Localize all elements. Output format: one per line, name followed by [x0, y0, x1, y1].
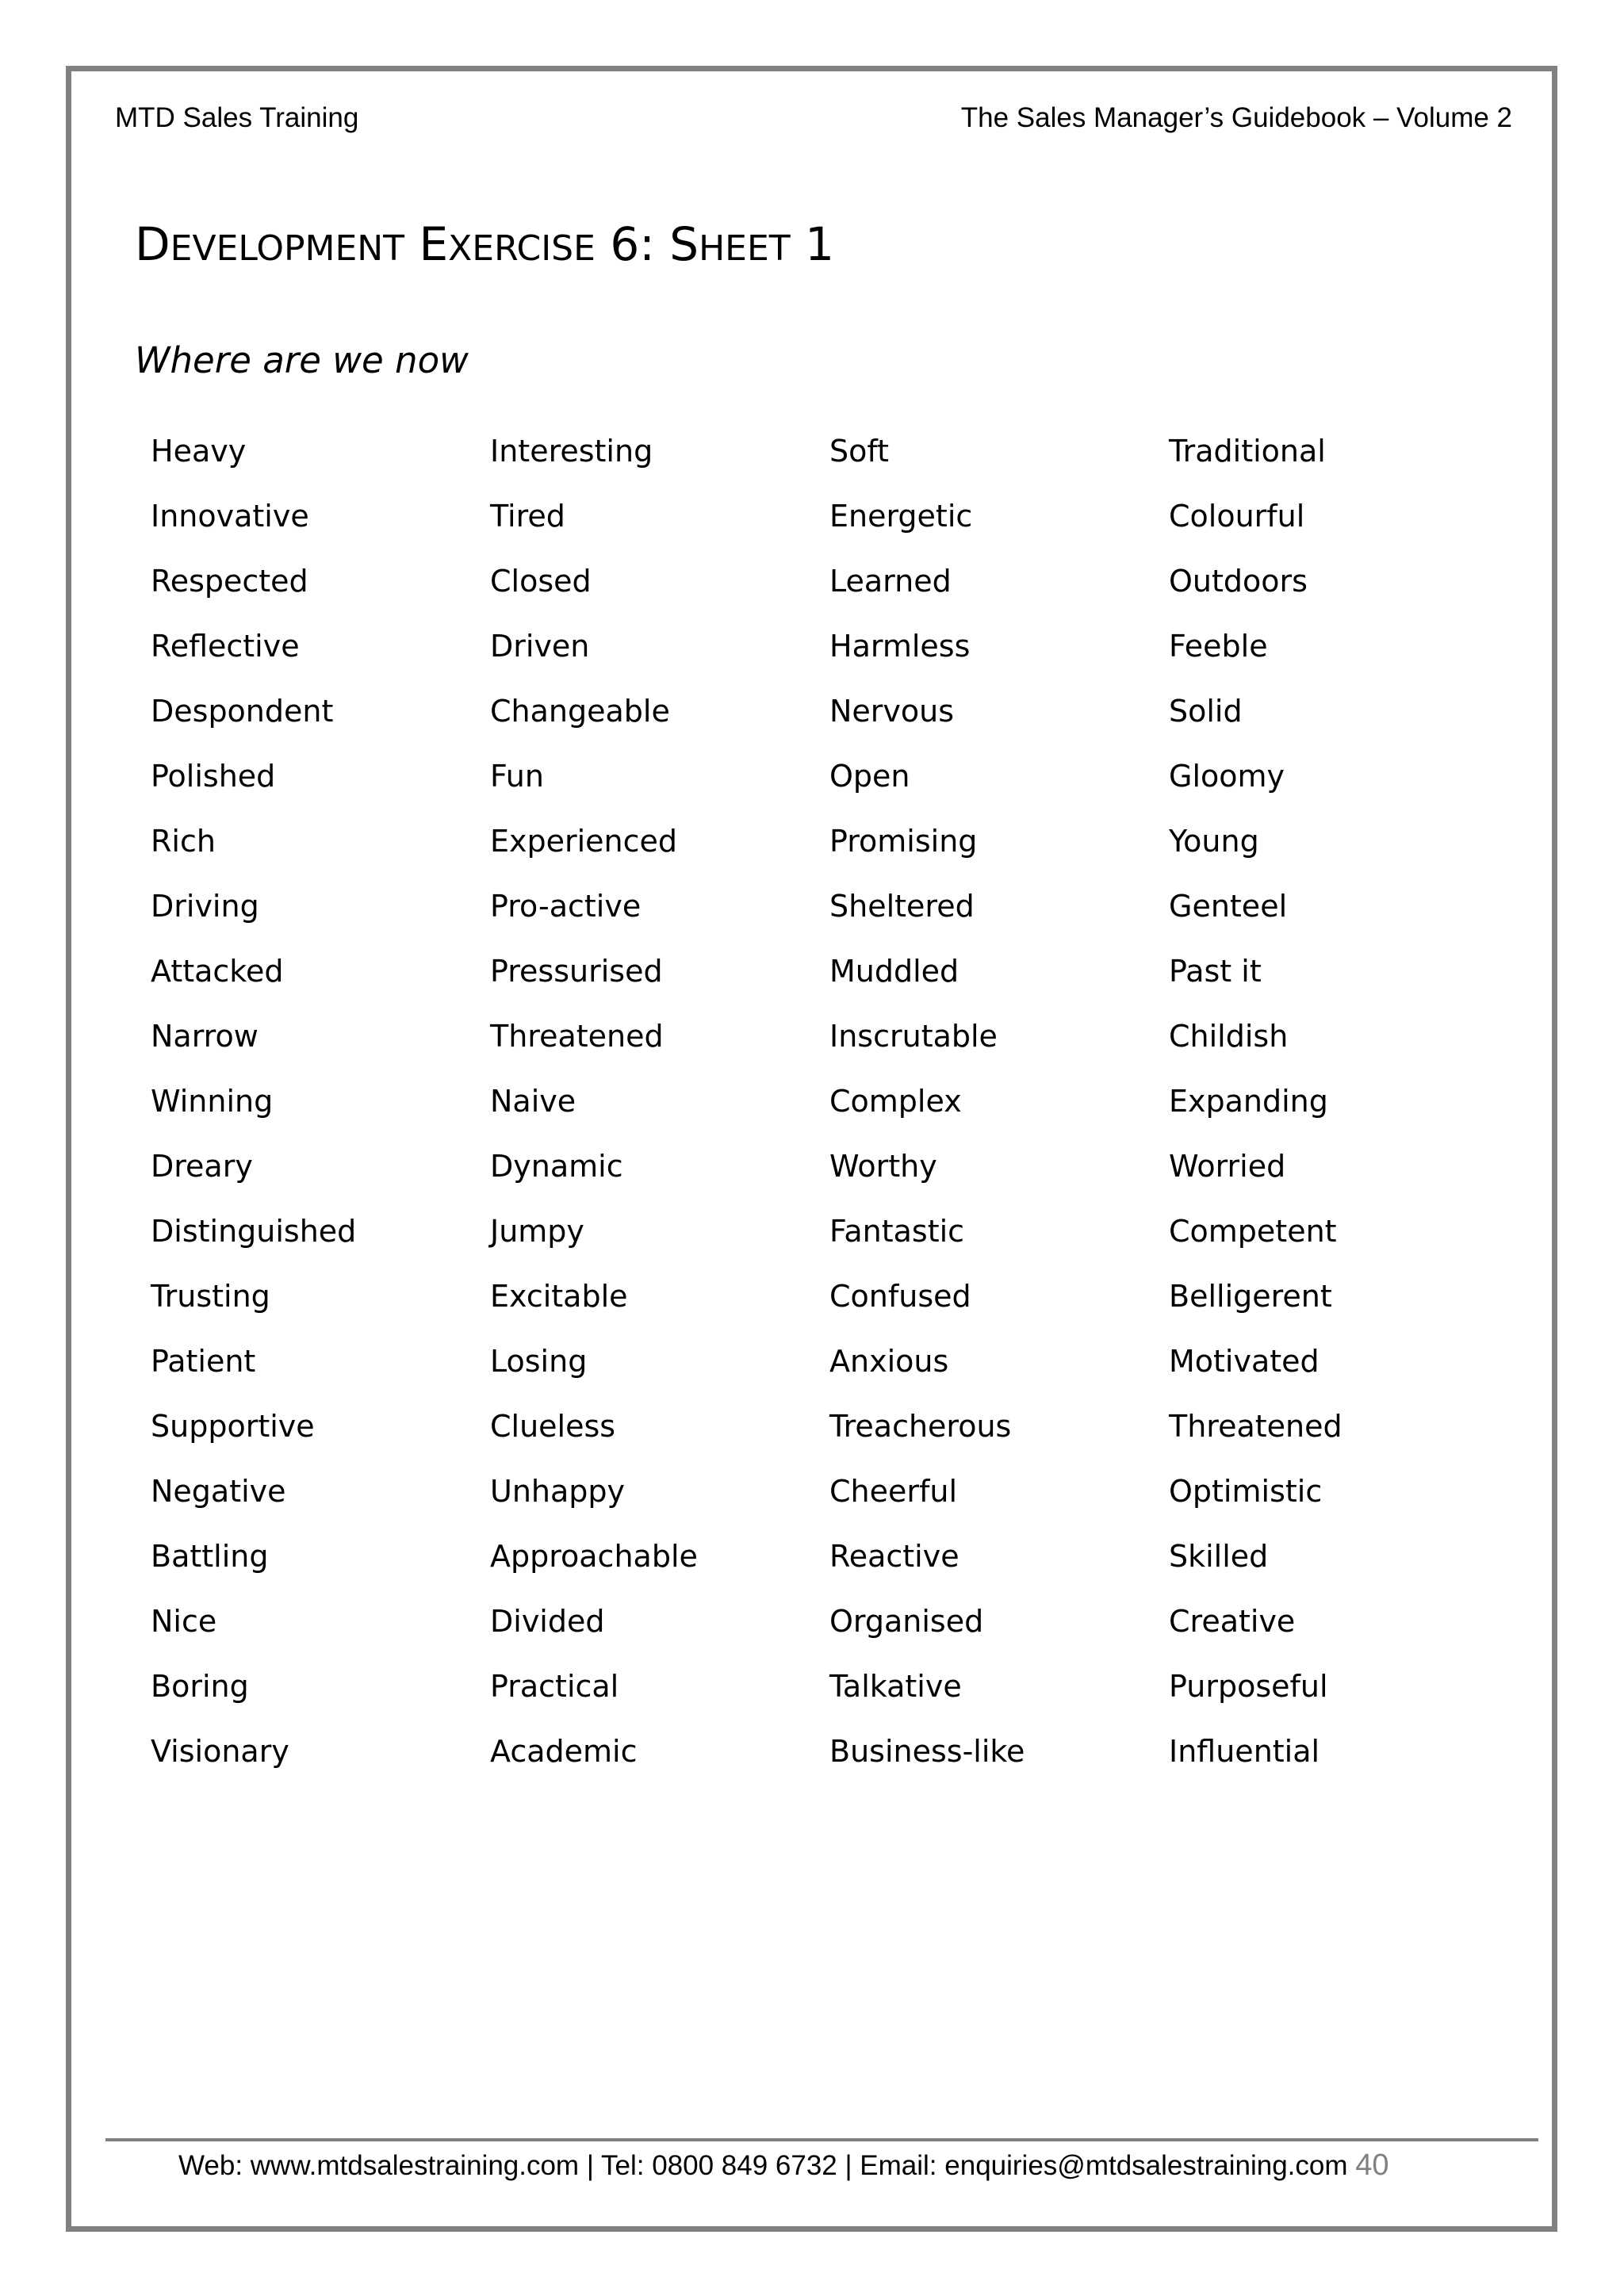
word-item: Closed [490, 564, 592, 599]
title-cap-3: S [669, 217, 699, 271]
word-item: Traditional [1169, 434, 1326, 469]
word-item: Excitable [490, 1279, 628, 1314]
word-item: Motivated [1169, 1344, 1320, 1379]
word-item: Driven [490, 629, 590, 664]
word-item: Divided [490, 1604, 605, 1639]
word-item: Energetic [829, 499, 973, 534]
word-item: Pressurised [490, 954, 663, 989]
word-item: Business-like [829, 1734, 1025, 1769]
word-item: Attacked [151, 954, 284, 989]
word-item: Reactive [829, 1539, 959, 1574]
word-item: Worried [1169, 1149, 1286, 1184]
word-item: Losing [490, 1344, 588, 1379]
word-item: Trusting [151, 1279, 270, 1314]
word-item: Heavy [151, 434, 247, 469]
word-item: Past it [1169, 954, 1262, 989]
word-item: Polished [151, 759, 276, 794]
word-item: Winning [151, 1084, 274, 1119]
word-item: Clueless [490, 1409, 616, 1444]
word-item: Negative [151, 1474, 286, 1509]
word-item: Expanding [1169, 1084, 1328, 1119]
title-number: 6: [610, 217, 655, 271]
word-item: Experienced [490, 824, 678, 859]
title-rest-3: HEET [699, 228, 791, 269]
word-item: Practical [490, 1669, 619, 1704]
word-item: Childish [1169, 1019, 1289, 1054]
word-item: Purposeful [1169, 1669, 1328, 1704]
page-number: 40 [1355, 2149, 1389, 2182]
word-item: Reflective [151, 629, 300, 664]
word-item: Muddled [829, 954, 959, 989]
word-item: Boring [151, 1669, 249, 1704]
word-item: Worthy [829, 1149, 937, 1184]
word-item: Outdoors [1169, 564, 1308, 599]
word-item: Fun [490, 759, 544, 794]
word-item: Rich [151, 824, 216, 859]
word-item: Organised [829, 1604, 984, 1639]
word-item: Complex [829, 1084, 962, 1119]
word-grid [151, 423, 1515, 1789]
word-item: Inscrutable [829, 1019, 998, 1054]
page-title [135, 212, 834, 281]
word-item: Despondent [151, 694, 334, 729]
word-item: Confused [829, 1279, 971, 1314]
word-item: Changeable [490, 694, 670, 729]
word-item: Competent [1169, 1214, 1337, 1249]
word-item: Feeble [1169, 629, 1268, 664]
word-item: Colourful [1169, 499, 1305, 534]
word-item: Belligerent [1169, 1279, 1332, 1314]
word-item: Respected [151, 564, 308, 599]
word-item: Nervous [829, 694, 955, 729]
page-footer [178, 2143, 1389, 2188]
title-rest-2: XERCISE [448, 228, 596, 269]
word-item: Open [829, 759, 910, 794]
word-item: Gloomy [1169, 759, 1285, 794]
word-item: Unhappy [490, 1474, 625, 1509]
word-item: Driving [151, 889, 259, 924]
word-item: Innovative [151, 499, 309, 534]
word-item: Treacherous [829, 1409, 1012, 1444]
title-rest-1: EVELOPMENT [170, 228, 405, 269]
word-item: Influential [1169, 1734, 1320, 1769]
title-cap-1: D [135, 217, 170, 271]
footer-divider [105, 2138, 1538, 2141]
word-item: Battling [151, 1539, 269, 1574]
word-item: Naive [490, 1084, 576, 1119]
word-item: Cheerful [829, 1474, 958, 1509]
word-item: Interesting [490, 434, 653, 469]
word-item: Threatened [1169, 1409, 1342, 1444]
word-item: Promising [829, 824, 978, 859]
word-item: Solid [1169, 694, 1243, 729]
word-item: Threatened [490, 1019, 664, 1054]
title-sheet-number: 1 [805, 217, 834, 271]
word-item: Young [1169, 824, 1259, 859]
word-item: Creative [1169, 1604, 1296, 1639]
header-left-text: MTD Sales Training [115, 102, 359, 133]
word-item: Learned [829, 564, 952, 599]
word-item: Anxious [829, 1344, 949, 1379]
section-subtitle: Where are we now [135, 339, 469, 381]
word-item: Pro-active [490, 889, 642, 924]
word-item: Visionary [151, 1734, 289, 1769]
word-item: Dreary [151, 1149, 253, 1184]
word-item: Tired [490, 499, 565, 534]
word-item: Fantastic [829, 1214, 965, 1249]
word-item: Sheltered [829, 889, 975, 924]
footer-contact-text: Web: www.mtdsalestraining.com | Tel: 0800 849 6732 | Email: enquiries@mtdsalestraining.com [178, 2150, 1348, 2181]
word-item: Optimistic [1169, 1474, 1323, 1509]
word-item: Dynamic [490, 1149, 623, 1184]
word-item: Academic [490, 1734, 638, 1769]
word-item: Nice [151, 1604, 217, 1639]
word-item: Narrow [151, 1019, 259, 1054]
word-item: Supportive [151, 1409, 315, 1444]
word-item: Approachable [490, 1539, 698, 1574]
word-item: Jumpy [490, 1214, 584, 1249]
word-item: Patient [151, 1344, 256, 1379]
word-item: Talkative [829, 1669, 962, 1704]
word-item: Genteel [1169, 889, 1288, 924]
header-right-text: The Sales Manager’s Guidebook – Volume 2 [960, 102, 1512, 133]
word-item: Distinguished [151, 1214, 357, 1249]
word-item: Skilled [1169, 1539, 1269, 1574]
word-item: Soft [829, 434, 889, 469]
word-item: Harmless [829, 629, 971, 664]
title-cap-2: E [419, 217, 449, 271]
